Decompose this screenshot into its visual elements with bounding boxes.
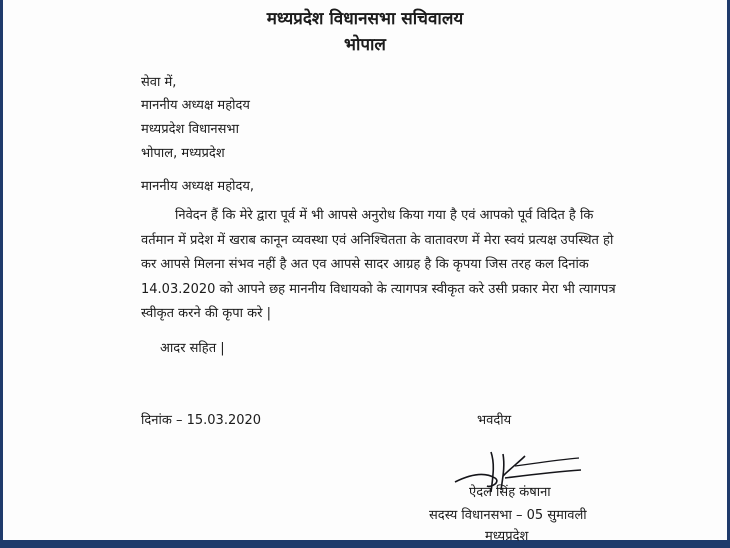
signatory-name: ऐदल सिंह कंषाना bbox=[469, 485, 551, 500]
signatory-state: मध्यप्रदेश bbox=[485, 529, 529, 544]
letterhead-city: भोपाल bbox=[344, 35, 386, 55]
salutation: माननीय अध्यक्ष महोदय, bbox=[141, 179, 255, 194]
body-text: निवेदन हैं कि मेरे द्वारा पूर्व में भी आपसे अनुरोध किया गया है एवं आपको पूर्व विदित है कि वर्तमान में प्रदेश में खराब कानून व्यवस्था एवं अनिश्चितता के वातावरण में मेरा स्वयं प्रत्यक्ष उपस्थित हो कर आपसे मिलना संभव नहीं है अत एव आपसे सादर आग्रह है कि कृपया जिस तरह कल दिनांक 14.03.2020 को आपने छह माननीय विधायको के त्यागपत्र स्वीकृत करे उसी प्रकार मेरा भी त्यागपत्र स्वीकृत करने की कृपा करे | bbox=[141, 208, 616, 321]
address-line-1: माननीय अध्यक्ष महोदय bbox=[141, 98, 250, 113]
address-line-3: भोपाल, मध्यप्रदेश bbox=[141, 146, 225, 161]
letter-page bbox=[3, 0, 727, 544]
yours-faithfully: भवदीय bbox=[477, 413, 512, 428]
letter-date: दिनांक – 15.03.2020 bbox=[141, 413, 262, 428]
signatory-designation: सदस्य विधानसभा – 05 सुमावली bbox=[429, 508, 587, 523]
address-to: सेवा में, bbox=[141, 75, 177, 90]
address-line-2: मध्यप्रदेश विधानसभा bbox=[141, 122, 239, 137]
body-paragraph bbox=[141, 204, 621, 327]
letterhead-title: मध्यप्रदेश विधानसभा सचिवालय bbox=[266, 9, 464, 29]
closing: आदर सहित | bbox=[160, 341, 225, 356]
